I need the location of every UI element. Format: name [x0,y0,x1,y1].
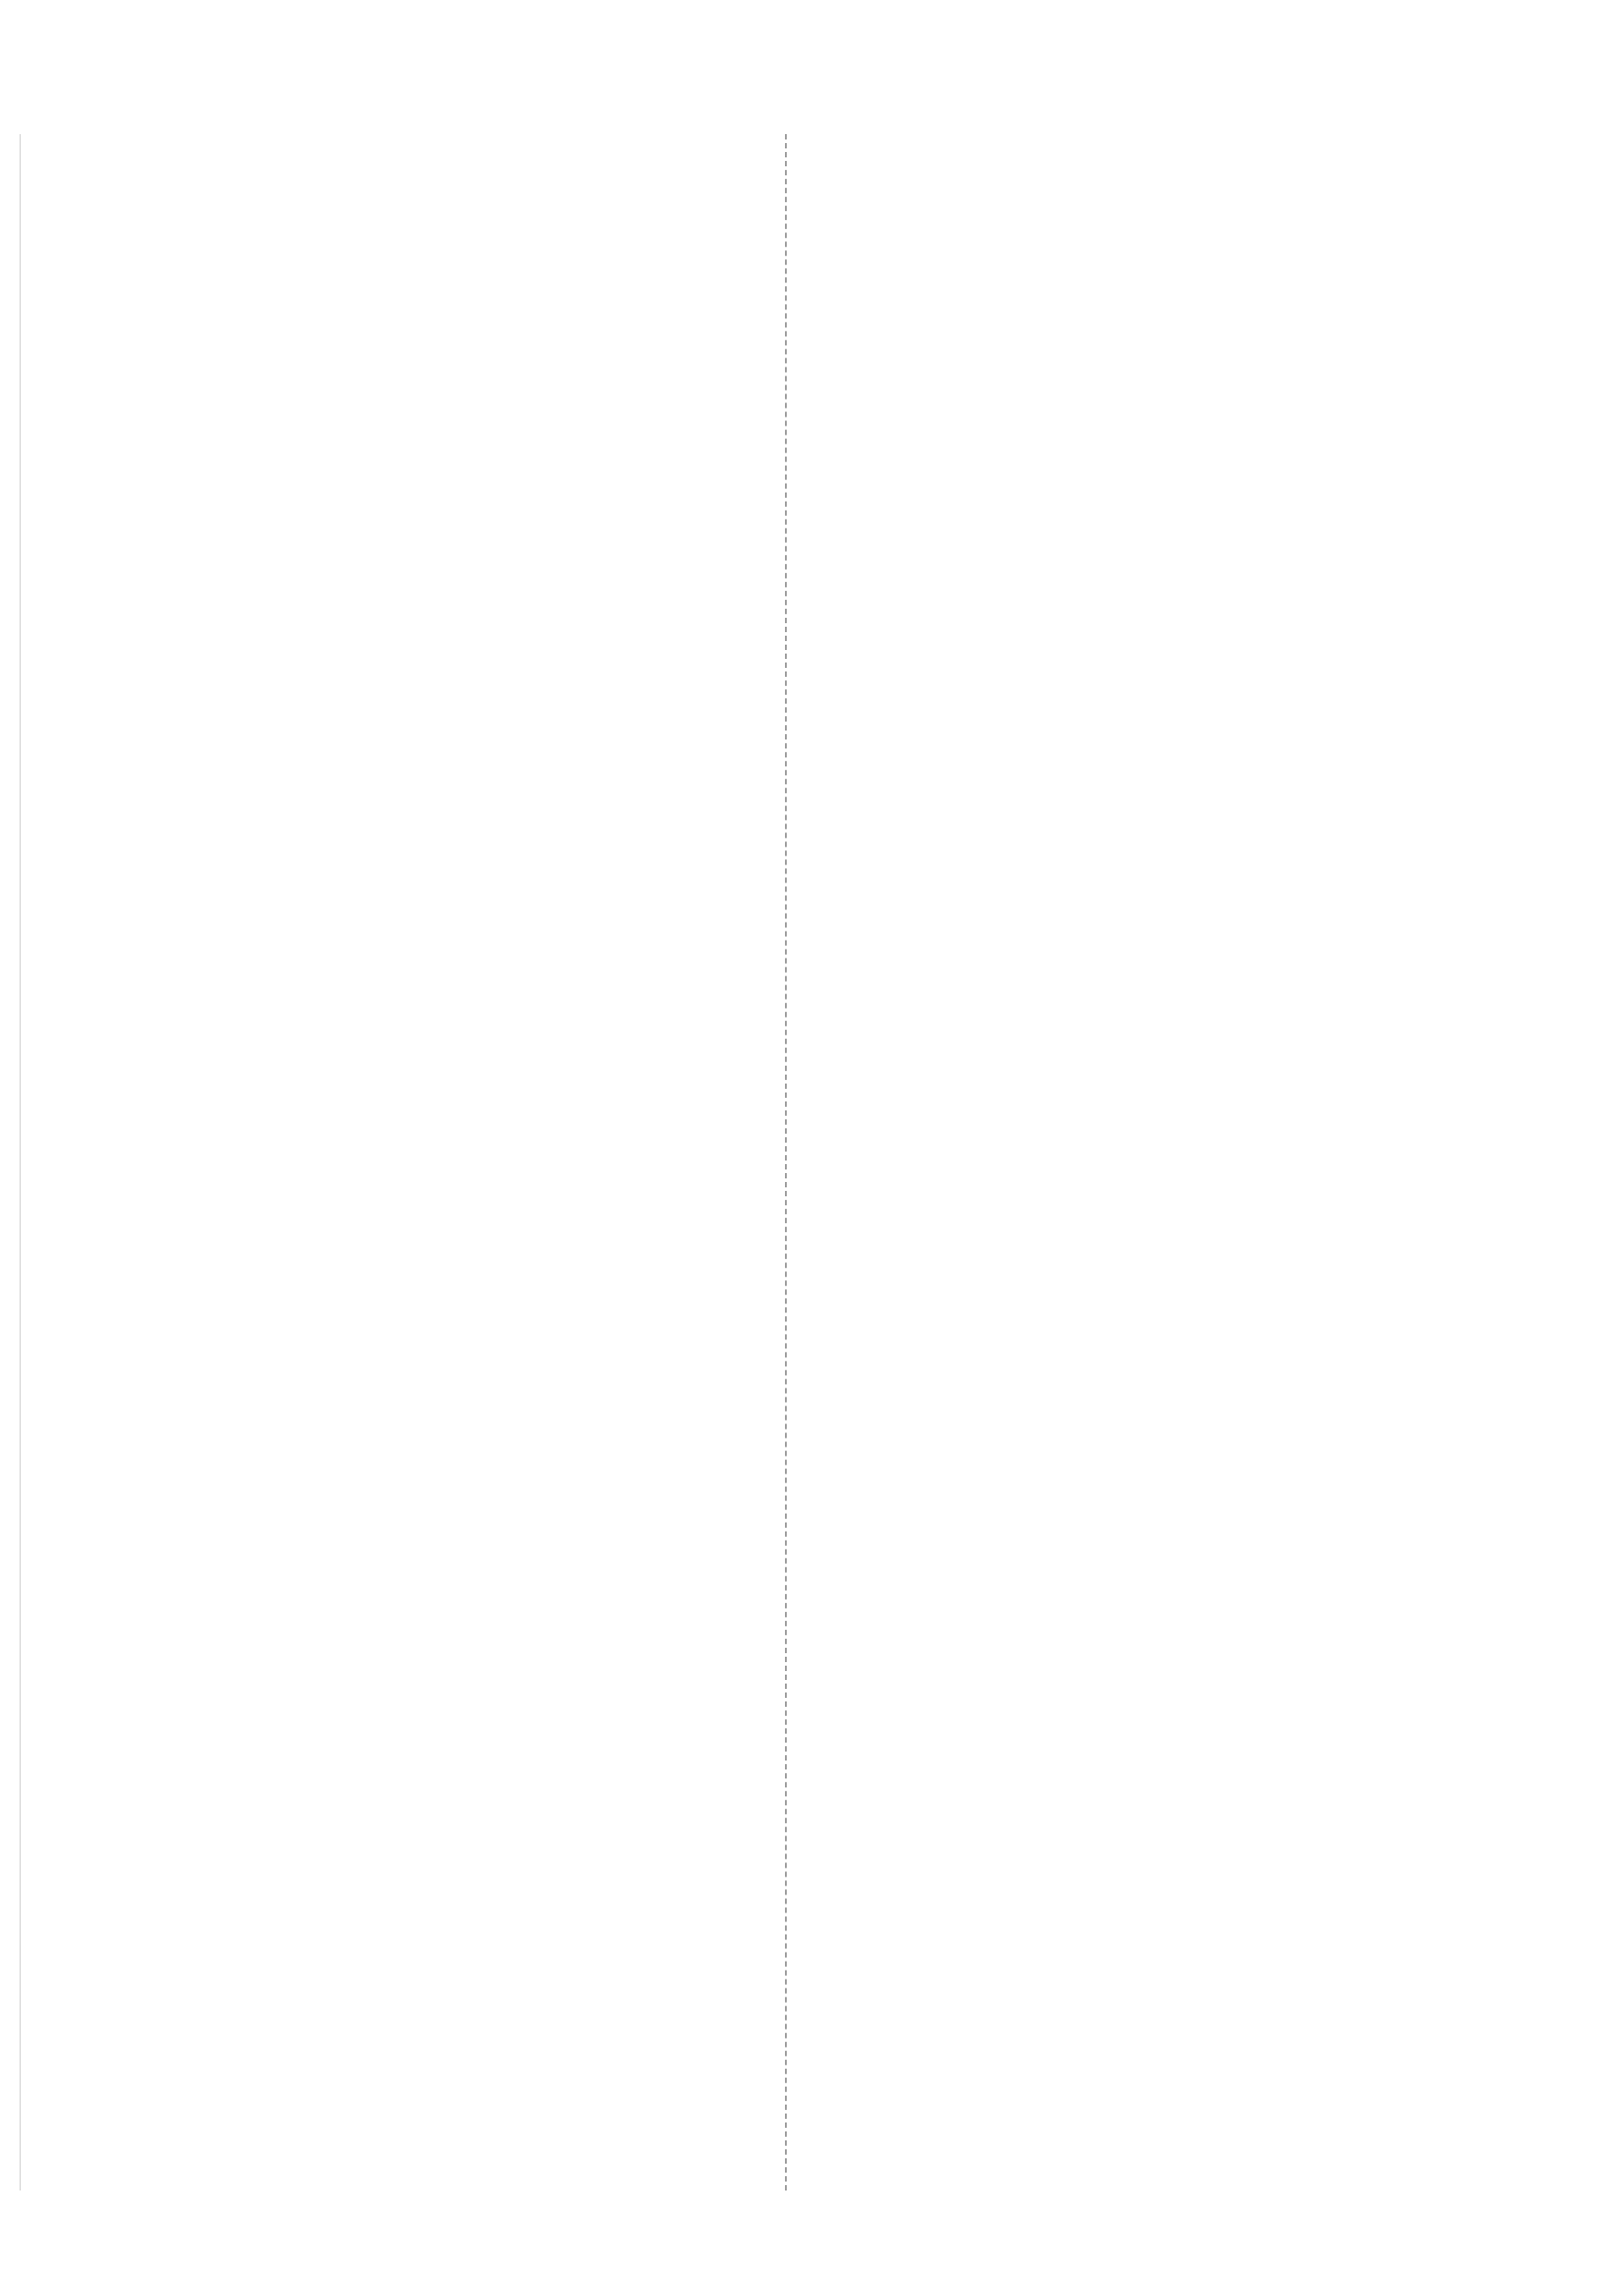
column-divider [785,134,787,2190]
page-edge-line [20,134,21,2190]
